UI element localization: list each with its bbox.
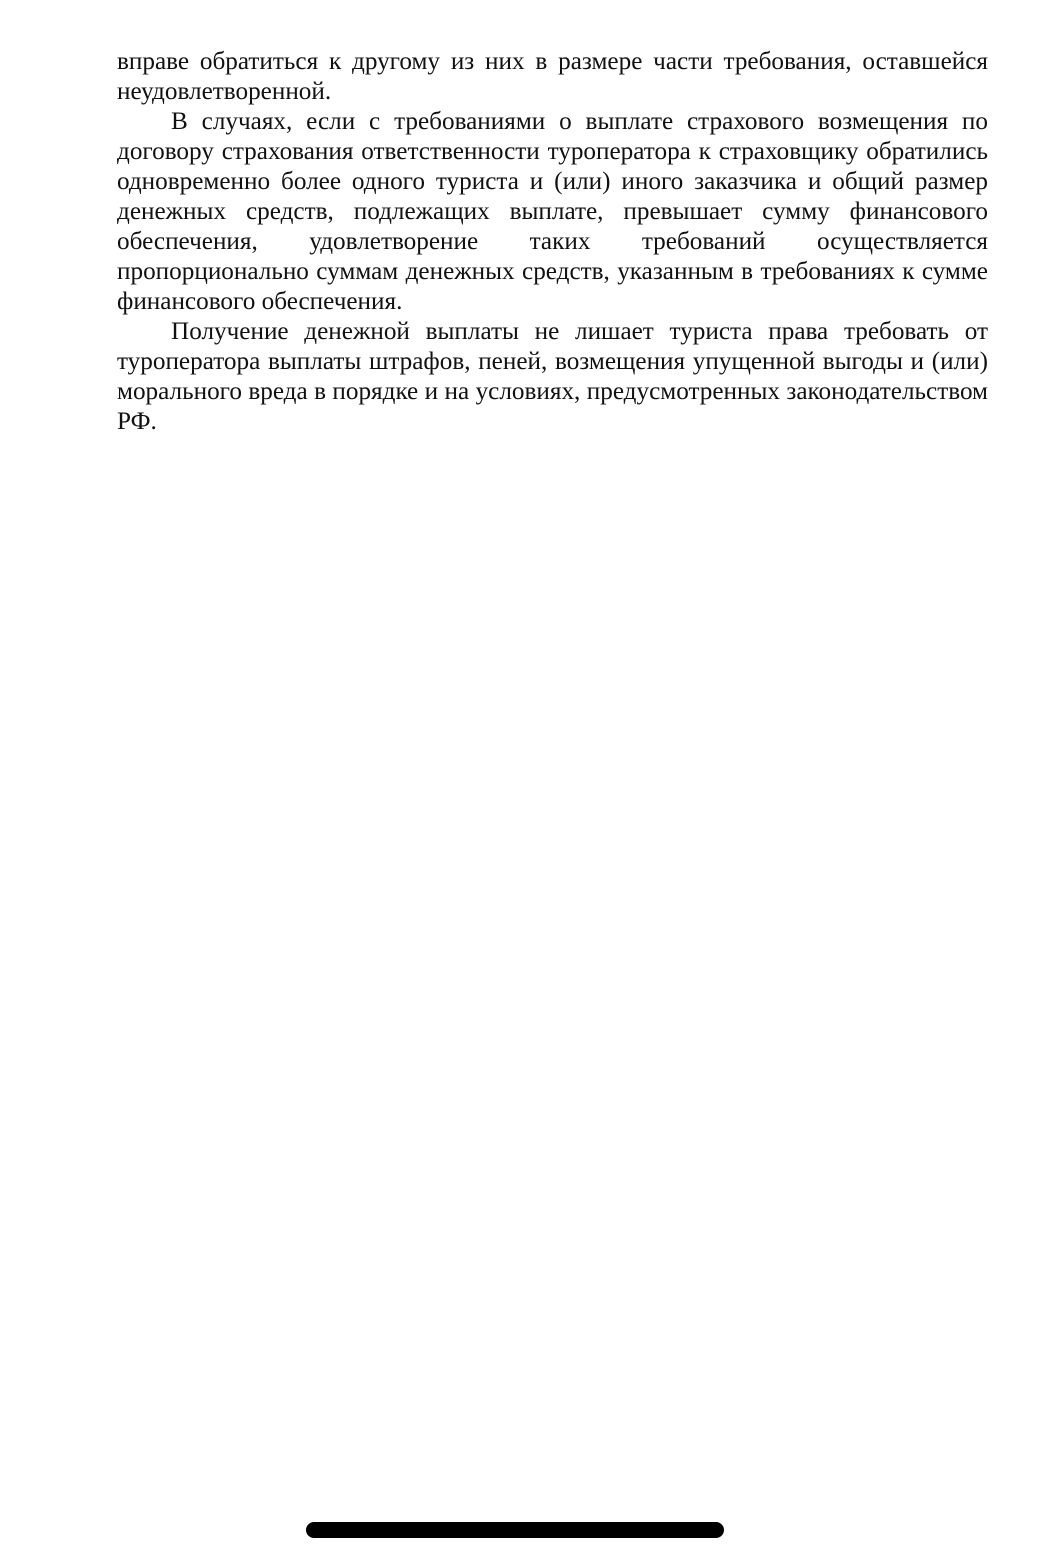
home-indicator[interactable] xyxy=(306,1522,724,1538)
document-page xyxy=(117,47,988,437)
paragraph-continuation: вправе обратиться к другому из них в размере части требования, оставшейся неудовлетворенной. xyxy=(117,48,988,105)
paragraph-tourist-rights: Получение денежной выплаты не лишает туриста права требовать от туроператора выплаты штрафов, пеней, возмещения упущенной выгоды и (или) морального вреда в порядке и на условиях, предусмотренных законодательством РФ. xyxy=(117,318,988,435)
paragraph-proportional-claims: В случаях, если с требованиями о выплате страхового возмещения по договору страхования ответственности туроператора к страховщику обратились одновременно более одного туриста и (или) иного заказчика и общий размер денежных средств, подлежащих выплате, превышает сумму финансового обеспечения, удовлетворение таких требований осуществляется пропорционально суммам денежных средств, указанным в требованиях к сумме финансового обеспечения. xyxy=(117,108,988,315)
